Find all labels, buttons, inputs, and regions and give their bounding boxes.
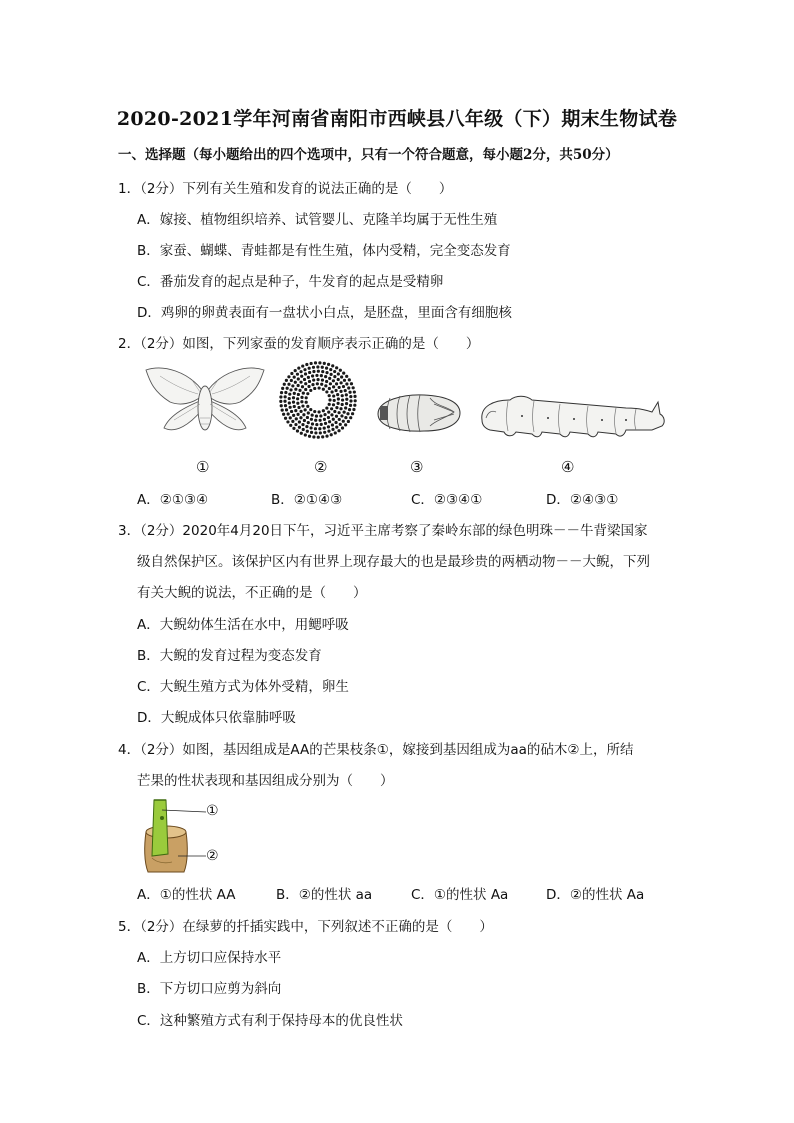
- egg-dot: [281, 387, 284, 390]
- egg-dot: [325, 380, 328, 383]
- egg-dot: [306, 416, 309, 419]
- egg-dot: [299, 381, 302, 384]
- egg-dot: [337, 402, 340, 405]
- egg-dot: [323, 413, 326, 416]
- question-4-option-b[interactable]: B．②的性状 aa: [276, 887, 373, 903]
- egg-dot: [298, 420, 301, 423]
- egg-dot: [296, 373, 299, 376]
- figure-label-2: ②: [314, 458, 328, 476]
- egg-dot: [300, 396, 303, 399]
- egg-dot: [311, 383, 314, 386]
- egg-dot: [335, 406, 338, 409]
- egg-dot: [279, 395, 282, 398]
- egg-dot: [304, 372, 307, 375]
- egg-dot: [341, 426, 344, 429]
- egg-dot: [344, 416, 347, 419]
- egg-dot: [332, 394, 335, 397]
- egg-dot: [282, 413, 285, 416]
- egg-dot: [331, 423, 334, 426]
- egg-dot: [286, 387, 289, 390]
- egg-dot: [305, 396, 308, 399]
- question-2-stem: 2．（2分）如图，下列家蚕的发育顺序表示正确的是（ ）: [118, 336, 480, 352]
- egg-dot: [327, 425, 330, 428]
- egg-dot: [343, 411, 346, 414]
- egg-dot: [309, 426, 312, 429]
- egg-dot: [332, 418, 335, 421]
- egg-dot: [349, 416, 352, 419]
- egg-dot: [331, 428, 334, 431]
- egg-dot: [324, 422, 327, 425]
- egg-dot: [309, 408, 312, 411]
- egg-dot: [284, 404, 287, 407]
- egg-dot: [294, 369, 297, 372]
- egg-dot: [317, 370, 320, 373]
- question-3-option-a[interactable]: A．大鲵幼体生活在水中，用鳃呼吸: [137, 617, 349, 633]
- egg-dot: [317, 436, 320, 439]
- silkworm-eggs-figure: [278, 360, 358, 440]
- egg-dot: [325, 367, 328, 370]
- egg-dot: [308, 435, 311, 438]
- egg-dot: [296, 402, 299, 405]
- egg-dot: [312, 366, 315, 369]
- egg-dot: [323, 362, 326, 365]
- egg-dot: [347, 386, 350, 389]
- egg-dot: [304, 433, 307, 436]
- egg-dot: [333, 370, 336, 373]
- egg-dot: [293, 405, 296, 408]
- egg-dot: [332, 379, 335, 382]
- egg-dot: [299, 370, 302, 373]
- egg-dot: [335, 426, 338, 429]
- egg-dot: [318, 386, 321, 389]
- egg-dot: [293, 376, 296, 379]
- egg-dot: [349, 404, 352, 407]
- egg-dot: [292, 401, 295, 404]
- egg-dot: [340, 375, 343, 378]
- egg-dot: [314, 427, 317, 430]
- egg-dot: [286, 420, 289, 423]
- egg-dot: [296, 413, 299, 416]
- egg-dot: [312, 378, 315, 381]
- egg-dot: [345, 375, 348, 378]
- egg-dot: [284, 417, 287, 420]
- silkworm-moth-figure: [140, 362, 270, 450]
- question-3-option-d[interactable]: D．大鲵成体只依靠肺呼吸: [137, 710, 296, 726]
- egg-dot: [302, 413, 305, 416]
- egg-dot: [348, 378, 351, 381]
- egg-dot: [318, 427, 321, 430]
- egg-dot: [325, 371, 328, 374]
- silkworm-pupa-figure: [374, 392, 464, 434]
- egg-dot: [335, 415, 338, 418]
- egg-dot: [297, 367, 300, 370]
- egg-dot: [329, 368, 332, 371]
- egg-dot: [318, 361, 321, 364]
- egg-dot: [336, 393, 339, 396]
- egg-dot: [328, 394, 331, 397]
- egg-dot: [345, 382, 348, 385]
- egg-dot: [320, 374, 323, 377]
- egg-dot: [353, 395, 356, 398]
- question-4-option-c[interactable]: C．①的性状 Aa: [411, 887, 509, 903]
- egg-dot: [337, 429, 340, 432]
- egg-dot: [333, 410, 336, 413]
- egg-dot: [330, 373, 333, 376]
- egg-dot: [315, 423, 318, 426]
- egg-dot: [298, 389, 301, 392]
- question-5-stem: 5．（2分）在绿萝的扦插实践中，下列叙述不正确的是（ ）: [118, 919, 493, 935]
- egg-dot: [340, 414, 343, 417]
- egg-dot: [289, 388, 292, 391]
- egg-dot: [327, 363, 330, 366]
- egg-dot: [301, 385, 304, 388]
- egg-dot: [307, 421, 310, 424]
- egg-dot: [290, 372, 293, 375]
- egg-dot: [351, 412, 354, 415]
- egg-dot: [330, 413, 333, 416]
- egg-dot: [348, 391, 351, 394]
- egg-dot: [289, 416, 292, 419]
- egg-dot: [316, 378, 319, 381]
- question-4-option-a[interactable]: A．①的性状 AA: [137, 887, 236, 903]
- egg-dot: [339, 369, 342, 372]
- egg-dot: [307, 385, 310, 388]
- egg-dot: [296, 397, 299, 400]
- egg-dot: [339, 407, 342, 410]
- egg-dot: [311, 414, 314, 417]
- egg-dot: [352, 386, 355, 389]
- egg-dot: [313, 387, 316, 390]
- figure-label-1: ①: [196, 458, 210, 476]
- egg-dot: [301, 364, 304, 367]
- page-title: 2020-2021学年河南省南阳市西峡县八年级（下）期末生物试卷: [116, 108, 678, 130]
- egg-dot: [284, 395, 287, 398]
- egg-dot: [299, 416, 302, 419]
- egg-dot: [329, 382, 332, 385]
- egg-dot: [333, 375, 336, 378]
- egg-dot: [299, 410, 302, 413]
- egg-dot: [287, 383, 290, 386]
- egg-dot: [303, 378, 306, 381]
- egg-dot: [321, 379, 324, 382]
- egg-dot: [283, 400, 286, 403]
- egg-dot: [333, 399, 336, 402]
- egg-dot: [348, 408, 351, 411]
- egg-dot: [302, 392, 305, 395]
- egg-dot: [342, 420, 345, 423]
- question-4-stem-line-1: 4．（2分）如图，基因组成是AA的芒果枝条①，嫁接到基因组成为aa的砧木②上，所结: [118, 742, 634, 758]
- egg-dot: [354, 399, 357, 402]
- egg-dot: [335, 366, 338, 369]
- egg-dot: [300, 375, 303, 378]
- egg-dot: [334, 389, 337, 392]
- egg-dot: [285, 379, 288, 382]
- egg-dot: [289, 406, 292, 409]
- figure-label-4: ④: [561, 458, 575, 476]
- egg-dot: [337, 378, 340, 381]
- egg-dot: [305, 425, 308, 428]
- egg-dot: [325, 390, 328, 393]
- question-4-option-d[interactable]: D．②的性状 Aa: [546, 887, 645, 903]
- egg-dot: [334, 431, 337, 434]
- egg-dot: [303, 419, 306, 422]
- egg-dot: [343, 379, 346, 382]
- egg-dot: [332, 385, 335, 388]
- egg-dot: [284, 391, 287, 394]
- egg-dot: [330, 407, 333, 410]
- egg-dot: [321, 366, 324, 369]
- egg-dot: [339, 390, 342, 393]
- egg-dot: [314, 361, 317, 364]
- question-5-option-a[interactable]: A．上方切口应保持水平: [137, 950, 282, 966]
- egg-dot: [301, 423, 304, 426]
- egg-dot: [309, 389, 312, 392]
- egg-dot: [328, 387, 331, 390]
- egg-dot: [345, 393, 348, 396]
- egg-dot: [349, 395, 352, 398]
- egg-dot: [344, 423, 347, 426]
- egg-dot: [290, 410, 293, 413]
- egg-dot: [313, 410, 316, 413]
- egg-dot: [304, 388, 307, 391]
- egg-dot: [287, 375, 290, 378]
- egg-dot: [316, 365, 319, 368]
- egg-dot: [316, 382, 319, 385]
- egg-dot: [295, 417, 298, 420]
- egg-dot: [289, 424, 292, 427]
- question-3-stem-line-3: 有关大鲵的说法，不正确的是（ ）: [137, 585, 367, 601]
- question-1-stem: 1．（2分）下列有关生殖和发育的说法正确的是（ ）: [118, 181, 453, 197]
- egg-dot: [288, 397, 291, 400]
- question-2-option-c[interactable]: C．②③④①: [411, 492, 483, 508]
- egg-dot: [301, 404, 304, 407]
- figure-label-3: ③: [410, 458, 424, 476]
- egg-dot: [296, 429, 299, 432]
- question-4-stem-line-2: 芒果的性状表现和基因组成分别为（ ）: [137, 773, 394, 789]
- egg-dot: [292, 427, 295, 430]
- egg-dot: [300, 432, 303, 435]
- egg-dot: [291, 420, 294, 423]
- egg-dot: [310, 418, 313, 421]
- question-5-option-c[interactable]: C．这种繁殖方式有利于保持母本的优良性状: [137, 1013, 403, 1029]
- egg-dot: [292, 414, 295, 417]
- egg-dot: [346, 412, 349, 415]
- egg-dot: [305, 401, 308, 404]
- egg-dot: [322, 388, 325, 391]
- egg-dot: [341, 398, 344, 401]
- egg-dot: [308, 367, 311, 370]
- question-2-option-a[interactable]: A．②①③④: [137, 492, 209, 508]
- egg-dot: [349, 399, 352, 402]
- egg-dot: [319, 431, 322, 434]
- egg-dot: [321, 435, 324, 438]
- question-3-option-b[interactable]: B．大鲵的发育过程为变态发育: [137, 648, 322, 664]
- egg-dot: [352, 408, 355, 411]
- egg-dot: [323, 431, 326, 434]
- egg-dot: [319, 419, 322, 422]
- egg-dot: [328, 398, 331, 401]
- egg-dot: [350, 382, 353, 385]
- question-2-option-d[interactable]: D．②④③①: [546, 492, 619, 508]
- egg-dot: [338, 418, 341, 421]
- egg-dot: [291, 384, 294, 387]
- egg-dot: [331, 364, 334, 367]
- egg-dot: [342, 372, 345, 375]
- graft-label-scion: ①: [206, 803, 219, 819]
- egg-dot: [328, 377, 331, 380]
- egg-dot: [341, 394, 344, 397]
- egg-dot: [345, 402, 348, 405]
- egg-dot: [327, 416, 330, 419]
- egg-dot: [288, 393, 291, 396]
- egg-dot: [293, 392, 296, 395]
- egg-dot: [312, 370, 315, 373]
- egg-dot: [318, 410, 321, 413]
- section-heading: 一、选择题（每小题给出的四个选项中，只有一个符合题意，每小题2分，共50分）: [118, 147, 619, 163]
- egg-dot: [306, 392, 309, 395]
- egg-dot: [322, 409, 325, 412]
- egg-dot: [353, 404, 356, 407]
- silkworm-larva-figure: [476, 392, 668, 440]
- egg-dot: [297, 393, 300, 396]
- egg-dot: [306, 430, 309, 433]
- egg-dot: [285, 408, 288, 411]
- question-1-option-b[interactable]: B．家蚕、蝴蝶、青蛙都是有性生殖，体内受精，完全变态发育: [137, 243, 511, 259]
- egg-dot: [311, 422, 314, 425]
- egg-dot: [294, 409, 297, 412]
- egg-dot: [310, 362, 313, 365]
- egg-dot: [305, 363, 308, 366]
- egg-dot: [300, 400, 303, 403]
- egg-dot: [304, 408, 307, 411]
- egg-dot: [353, 390, 356, 393]
- egg-dot: [307, 376, 310, 379]
- question-1-option-c[interactable]: C．番茄发育的起点是种子，牛发育的起点是受精卵: [137, 274, 444, 290]
- egg-dot: [334, 421, 337, 424]
- egg-dot: [279, 400, 282, 403]
- egg-dot: [294, 388, 297, 391]
- egg-dot: [311, 374, 314, 377]
- egg-dot: [292, 396, 295, 399]
- egg-dot: [319, 414, 322, 417]
- egg-dot: [283, 383, 286, 386]
- egg-dot: [332, 403, 335, 406]
- egg-dot: [344, 406, 347, 409]
- egg-dot: [314, 419, 317, 422]
- egg-dot: [320, 383, 323, 386]
- egg-dot: [323, 427, 326, 430]
- egg-dot: [330, 390, 333, 393]
- egg-dot: [341, 403, 344, 406]
- egg-dot: [307, 411, 310, 414]
- egg-dot: [328, 403, 331, 406]
- egg-dot: [281, 408, 284, 411]
- grafting-figure: [138, 796, 208, 874]
- egg-dot: [327, 411, 330, 414]
- egg-dot: [302, 428, 305, 431]
- egg-dot: [330, 433, 333, 436]
- egg-dot: [314, 431, 317, 434]
- egg-dot: [297, 384, 300, 387]
- egg-dot: [304, 382, 307, 385]
- question-1-option-a[interactable]: A．嫁接、植物组织培养、试管婴儿、克隆羊均属于无性生殖: [137, 212, 498, 228]
- egg-dot: [337, 411, 340, 414]
- egg-dot: [320, 423, 323, 426]
- egg-dot: [321, 370, 324, 373]
- question-1-option-d[interactable]: D．鸡卵的卵黄表面有一盘状小白点，是胚盘，里面含有细胞核: [137, 305, 512, 321]
- egg-dot: [294, 423, 297, 426]
- egg-dot: [340, 381, 343, 384]
- egg-dot: [339, 423, 342, 426]
- egg-dot: [325, 406, 328, 409]
- egg-dot: [312, 435, 315, 438]
- egg-dot: [288, 401, 291, 404]
- egg-dot: [287, 412, 290, 415]
- egg-dot: [308, 371, 311, 374]
- question-3-stem-line-2: 级自然保护区。该保护区内有世界上现存最大的也是最珍贵的两栖动物－－大鲵，下列: [137, 554, 650, 570]
- egg-dot: [294, 381, 297, 384]
- egg-dot: [303, 368, 306, 371]
- egg-dot: [327, 430, 330, 433]
- egg-dot: [308, 380, 311, 383]
- egg-dot: [344, 389, 347, 392]
- egg-dot: [324, 384, 327, 387]
- question-5-option-b[interactable]: B．下方切口应剪为斜向: [137, 981, 282, 997]
- egg-dot: [325, 434, 328, 437]
- egg-dot: [315, 415, 318, 418]
- egg-dot: [280, 404, 283, 407]
- egg-dot: [297, 406, 300, 409]
- egg-dot: [337, 372, 340, 375]
- egg-dot: [337, 397, 340, 400]
- egg-dot: [345, 398, 348, 401]
- egg-dot: [328, 420, 331, 423]
- egg-dot: [323, 418, 326, 421]
- egg-dot: [324, 375, 327, 378]
- graft-label-stock: ②: [206, 848, 219, 864]
- question-2-option-b[interactable]: B．②①④③: [271, 492, 343, 508]
- egg-dot: [290, 379, 293, 382]
- egg-dot: [335, 382, 338, 385]
- egg-dot: [342, 385, 345, 388]
- egg-dot: [306, 405, 309, 408]
- egg-dot: [310, 431, 313, 434]
- egg-dot: [280, 391, 283, 394]
- egg-dot: [315, 374, 318, 377]
- question-3-option-c[interactable]: C．大鲵生殖方式为体外受精，卵生: [137, 679, 349, 695]
- egg-dot: [347, 420, 350, 423]
- egg-dot: [297, 377, 300, 380]
- egg-dot: [298, 426, 301, 429]
- egg-dot: [338, 386, 341, 389]
- question-3-stem-line-1: 3．（2分）2020年4月20日下午，习近平主席考察了秦岭东部的绿色明珠－－牛背梁国家: [118, 523, 648, 539]
